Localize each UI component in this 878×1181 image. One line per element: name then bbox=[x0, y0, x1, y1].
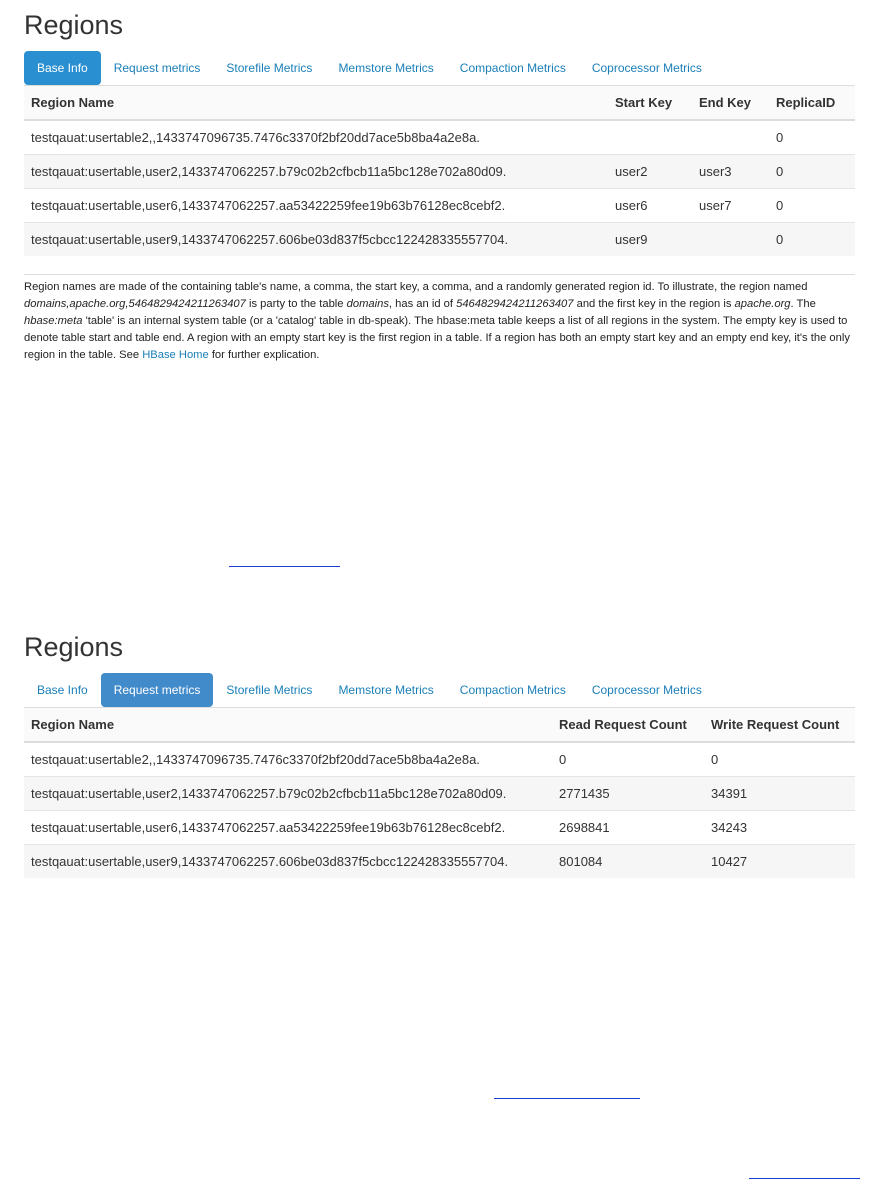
column-header-end-key[interactable]: End Key bbox=[692, 86, 769, 120]
region-name-cell: testqauat:usertable,user6,1433747062257.aa53422259fee19b63b76128ec8cebf2. bbox=[24, 811, 552, 845]
region-names-note bbox=[24, 274, 855, 364]
end-key-cell bbox=[692, 223, 769, 257]
note-meta-table: hbase:meta bbox=[24, 315, 83, 327]
write-count-cell: 34243 bbox=[704, 811, 855, 845]
start-key-cell: user2 bbox=[608, 155, 692, 189]
tab-coprocessor-metrics[interactable]: Coprocessor Metrics bbox=[591, 683, 702, 697]
tab-bar bbox=[24, 673, 855, 708]
replica-id-cell: 0 bbox=[769, 189, 855, 223]
column-header-replica-id[interactable]: ReplicaID bbox=[769, 86, 855, 120]
read-count-cell: 2698841 bbox=[552, 811, 704, 845]
note-text: 'table' is an internal system table (or a 'catalog' table in db-speak). The hbase:meta table keeps a list of all regions in the system. The empty key is used to denote table start and table end. A region with an empty start key is the first region in a table. If a region has both an empty start key and an empty end key, it's the only region in the table. See bbox=[24, 315, 850, 361]
table-row bbox=[24, 845, 855, 879]
regions-table bbox=[24, 86, 855, 256]
page-title: Regions bbox=[24, 10, 124, 40]
regions-panel-request-metrics bbox=[24, 632, 855, 878]
end-key-cell: user7 bbox=[692, 189, 769, 223]
replica-id-cell: 0 bbox=[769, 223, 855, 257]
region-name-cell: testqauat:usertable,user2,1433747062257.b79c02b2cfbcb11a5bc128e702a80d09. bbox=[24, 155, 608, 189]
tab-memstore-metrics[interactable]: Memstore Metrics bbox=[338, 61, 434, 75]
note-text: and the first key in the region is bbox=[573, 298, 735, 310]
note-example-key: apache.org bbox=[734, 298, 791, 310]
tab-coprocessor-metrics[interactable]: Coprocessor Metrics bbox=[591, 61, 702, 75]
region-name-cell: testqauat:usertable2,,1433747096735.7476c3370f2bf20dd7ace5b8ba4a2e8a. bbox=[24, 120, 608, 155]
tab-request-metrics[interactable]: Request metrics bbox=[113, 61, 201, 75]
replica-id-cell: 0 bbox=[769, 120, 855, 155]
write-count-cell: 0 bbox=[704, 742, 855, 777]
write-count-cell: 34391 bbox=[704, 777, 855, 811]
table-row bbox=[24, 742, 855, 777]
column-header-read-request-count[interactable]: Read Request Count bbox=[552, 708, 704, 742]
start-key-cell: user9 bbox=[608, 223, 692, 257]
page-title: Regions bbox=[24, 632, 124, 662]
tab-compaction-metrics[interactable]: Compaction Metrics bbox=[459, 683, 566, 697]
column-header-start-key[interactable]: Start Key bbox=[608, 86, 692, 120]
tab-base-info[interactable]: Base Info bbox=[24, 51, 101, 85]
region-name-cell: testqauat:usertable2,,1433747096735.7476c3370f2bf20dd7ace5b8ba4a2e8a. bbox=[24, 742, 552, 777]
tab-memstore-metrics[interactable]: Memstore Metrics bbox=[338, 683, 434, 697]
replica-id-cell: 0 bbox=[769, 155, 855, 189]
note-example-region-name: domains,apache.org,5464829424211263407 bbox=[24, 298, 246, 310]
note-example-table: domains bbox=[346, 298, 389, 310]
end-key-cell bbox=[692, 120, 769, 155]
tab-bar bbox=[24, 51, 855, 86]
regions-panel-base-info bbox=[24, 10, 855, 256]
note-text: . The bbox=[790, 298, 816, 310]
region-name-cell: testqauat:usertable,user9,1433747062257.606be03d837f5cbcc122428335557704. bbox=[24, 223, 608, 257]
write-count-cell: 10427 bbox=[704, 845, 855, 879]
link-underline bbox=[749, 1178, 860, 1179]
tab-request-metrics[interactable]: Request metrics bbox=[101, 673, 214, 707]
region-name-cell: testqauat:usertable,user2,1433747062257.b79c02b2cfbcb11a5bc128e702a80d09. bbox=[24, 777, 552, 811]
table-row bbox=[24, 223, 855, 257]
tab-storefile-metrics[interactable]: Storefile Metrics bbox=[226, 61, 313, 75]
note-example-id: 5464829424211263407 bbox=[456, 298, 574, 310]
tab-compaction-metrics[interactable]: Compaction Metrics bbox=[459, 61, 566, 75]
read-count-cell: 0 bbox=[552, 742, 704, 777]
column-header-region-name[interactable]: Region Name bbox=[24, 708, 552, 742]
end-key-cell: user3 bbox=[692, 155, 769, 189]
read-count-cell: 2771435 bbox=[552, 777, 704, 811]
table-row bbox=[24, 777, 855, 811]
tab-base-info[interactable]: Base Info bbox=[37, 683, 88, 697]
start-key-cell: user6 bbox=[608, 189, 692, 223]
table-row bbox=[24, 120, 855, 155]
request-metrics-table bbox=[24, 708, 855, 878]
note-text: for further explication. bbox=[208, 349, 320, 361]
link-underline bbox=[229, 566, 340, 567]
region-name-cell: testqauat:usertable,user6,1433747062257.aa53422259fee19b63b76128ec8cebf2. bbox=[24, 189, 608, 223]
tab-storefile-metrics[interactable]: Storefile Metrics bbox=[226, 683, 313, 697]
column-header-write-request-count[interactable]: Write Request Count bbox=[704, 708, 855, 742]
table-row bbox=[24, 189, 855, 223]
column-header-region-name[interactable]: Region Name bbox=[24, 86, 608, 120]
read-count-cell: 801084 bbox=[552, 845, 704, 879]
table-row bbox=[24, 811, 855, 845]
table-row bbox=[24, 155, 855, 189]
start-key-cell bbox=[608, 120, 692, 155]
note-text: Region names are made of the containing table's name, a comma, the start key, a comma, and a randomly generated region id. To illustrate, the region named bbox=[24, 281, 808, 293]
hbase-home-link[interactable]: HBase Home bbox=[142, 349, 209, 361]
note-text: is party to the table bbox=[245, 298, 347, 310]
table-header-row bbox=[24, 86, 855, 120]
table-header-row bbox=[24, 708, 855, 742]
region-name-cell: testqauat:usertable,user9,1433747062257.606be03d837f5cbcc122428335557704. bbox=[24, 845, 552, 879]
link-underline bbox=[494, 1098, 640, 1099]
note-text: , has an id of bbox=[388, 298, 457, 310]
